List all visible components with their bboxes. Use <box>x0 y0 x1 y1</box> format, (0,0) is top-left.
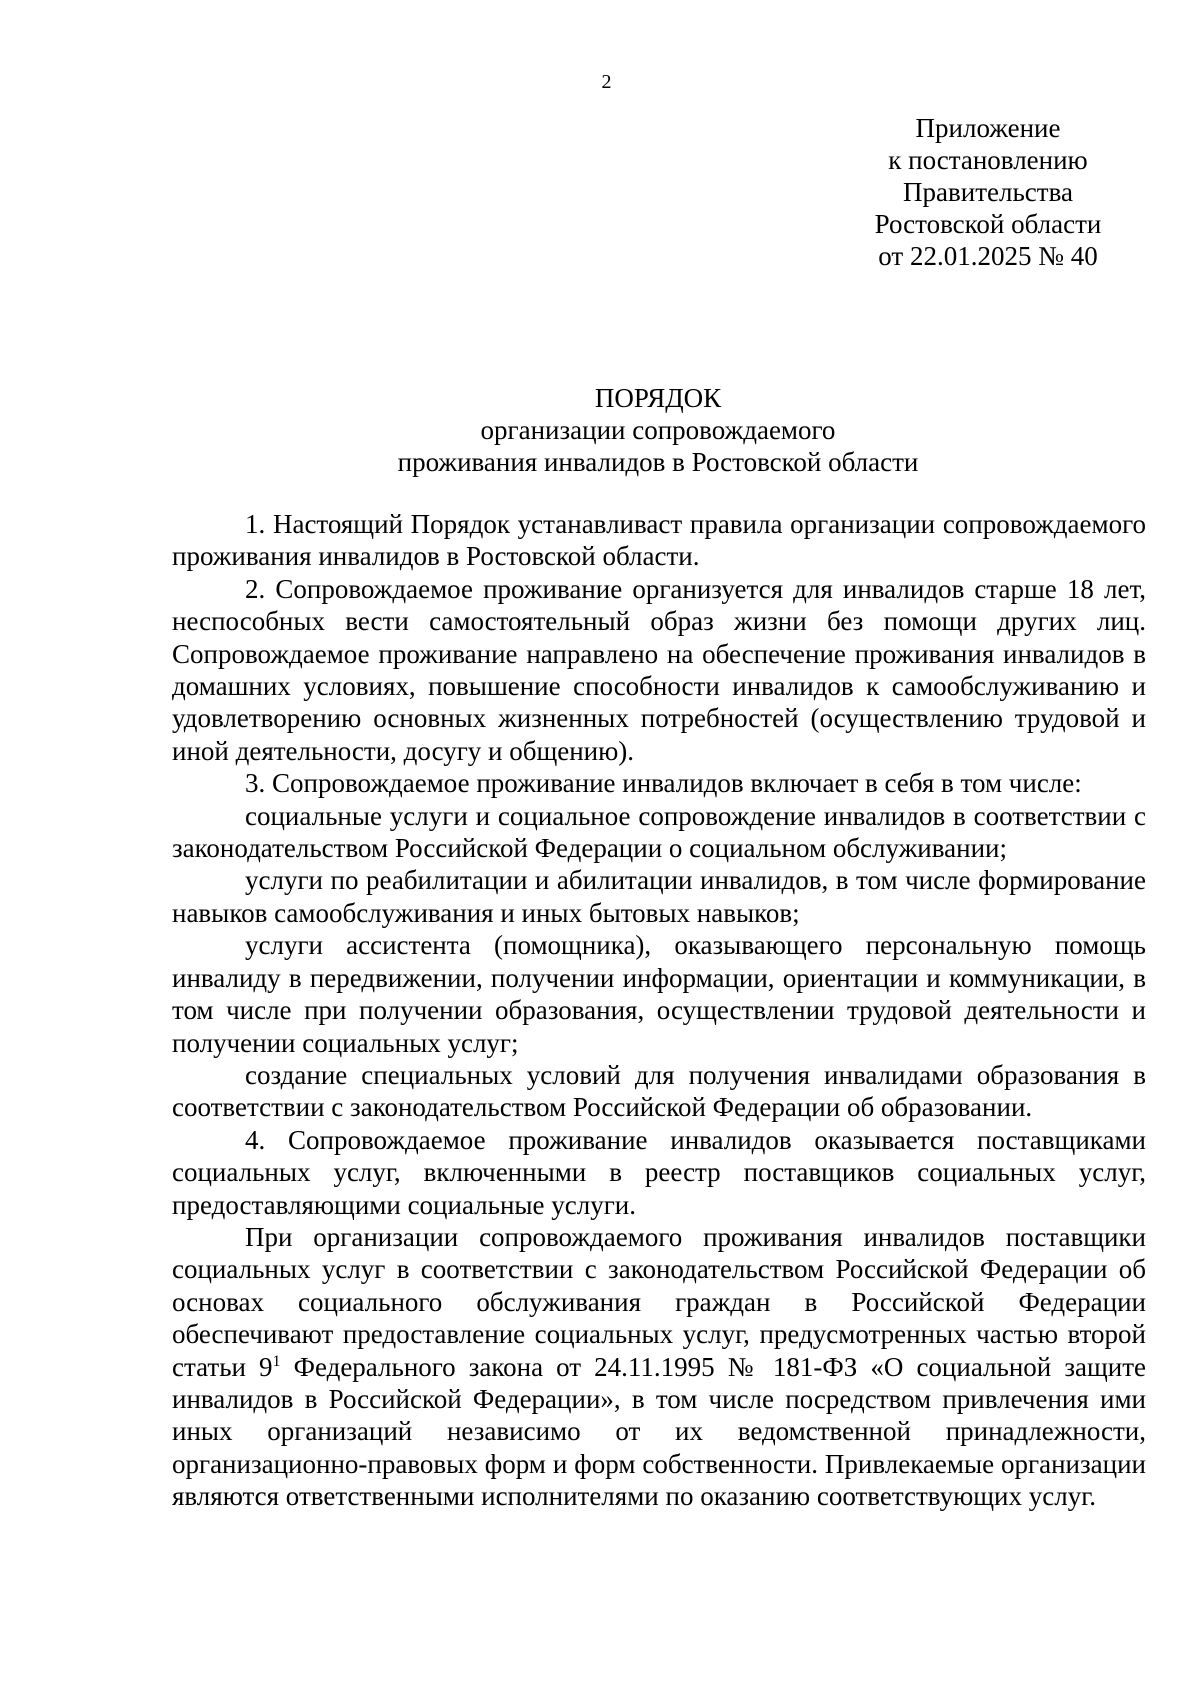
title-line: проживания инвалидов в Ростовской области <box>397 447 919 477</box>
paragraph: создание специальных условий для получения инвалидами образования в соответствии с законодательством Российской Федерации об образовании. <box>172 1059 1146 1123</box>
paragraph: услуги ассистента (помощника), оказывающего персональную помощь инвалиду в передвижении, получении информации, ориентации и коммуникации, в том числе при получении образования, осуществлении трудовой деятельности и получении социальных услуг; <box>172 930 1146 1058</box>
appendix-line: Ростовской области <box>874 209 1102 239</box>
paragraph: услуги по реабилитации и абилитации инвалидов, в том числе формирование навыков самообслуживания и иных бытовых навыков; <box>172 865 1146 928</box>
appendix-line: к постановлению <box>888 145 1088 175</box>
paragraph: социальные услуги и социальное сопровождение инвалидов в соответствии с законодательством Российской Федерации о социальном обслуживании; <box>172 800 1146 864</box>
superscript: 1 <box>272 1352 281 1370</box>
document-body <box>172 508 1146 1513</box>
paragraph-text: Федерального закона от 24.11.1995 № 181-ФЗ «О социальной защите инвалидов в Российской Федерации», в том числе посредством привлечения ими иных организаций независимо от их ведомственной принадлежности, организационно-правовых форм и форм собственности. Привлекаемые организации являются ответственными исполнителями по оказанию соответствующих услуг. <box>172 1351 1146 1512</box>
paragraph-text: При организации сопровождаемого проживания инвалидов поставщики социальных услуг в соответствии с законодательством Российской Федерации об основах социального обслуживания граждан в Российской Федерации обеспечивают предоставление социальных услуг, предусмотренных частью второй статьи 9 <box>172 1221 1146 1382</box>
title-line: ПОРЯДОК <box>594 383 722 413</box>
document-title <box>170 382 1146 478</box>
paragraph: 2. Сопровождаемое проживание организуется для инвалидов старше 18 лет, неспособных вести самостоятельный образ жизни без помощи других лиц. Сопровождаемое проживание направлено на обеспечение проживания инвалидов в домашних условиях, повышение способности инвалидов к самообслуживанию и удовлетворению основных жизненных потребностей (осуществлению трудовой и иной деятельности, досугу и общению). <box>172 573 1146 766</box>
appendix-line: Правительства <box>903 177 1073 207</box>
paragraph <box>172 1221 1146 1513</box>
paragraph: 4. Сопровождаемое проживание инвалидов оказывается поставщиками социальных услуг, включенными в реестр поставщиков социальных услуг, предоставляющими социальные услуги. <box>172 1124 1146 1220</box>
page-number: 2 <box>601 71 612 93</box>
title-line: организации сопровождаемого <box>480 415 836 445</box>
appendix-line: Приложение <box>915 113 1061 143</box>
paragraph: 1. Настоящий Порядок устанавливаст правила организации сопровождаемого проживания инвалидов в Ростовской области. <box>172 509 1146 572</box>
paragraph: 3. Сопровождаемое проживание инвалидов включает в себя в том числе: <box>245 768 1082 799</box>
appendix-block <box>828 112 1148 272</box>
appendix-line: от 22.01.2025 № 40 <box>878 241 1098 271</box>
